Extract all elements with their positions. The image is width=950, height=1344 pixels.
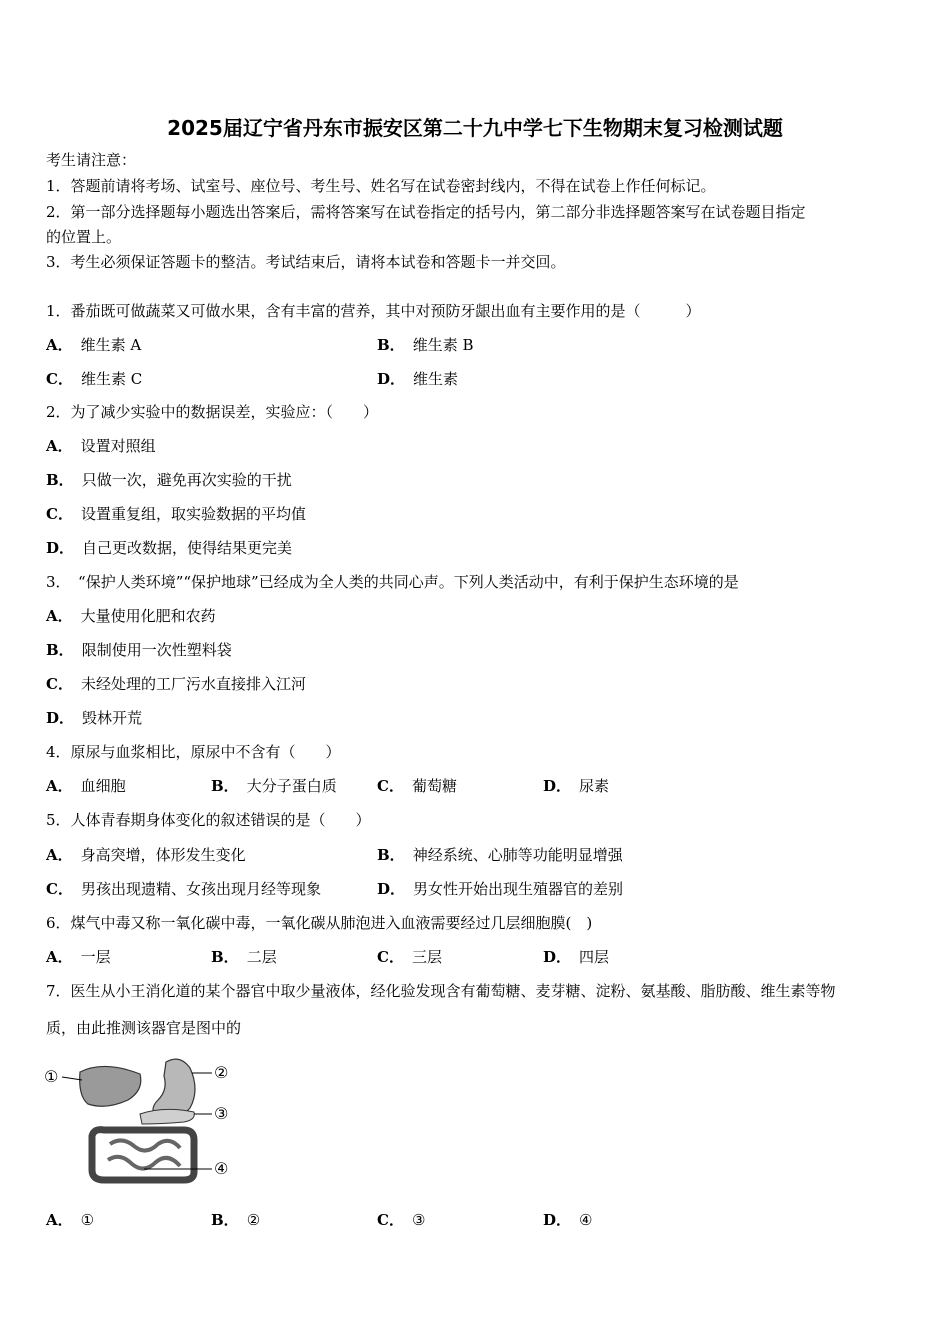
- option-a[interactable]: A． 设置对照组: [46, 437, 156, 455]
- question-stem: 6．煤气中毒又称一氧化碳中毒，一氧化碳从肺泡进入血液需要经过几层细胞膜( ): [46, 914, 593, 932]
- question-stem: 3． “保护人类环境”“保护地球”已经成为全人类的共同心声。下列人类活动中，有利于保护生态环境的是: [46, 573, 739, 591]
- question-stem: 5．人体青春期身体变化的叙述错误的是（ ）: [46, 811, 371, 829]
- option-d[interactable]: D． 男女性开始出现生殖器官的差别: [377, 880, 624, 898]
- page-title: 2025届辽宁省丹东市振安区第二十九中学七下生物期末复习检测试题: [167, 116, 783, 140]
- option-c[interactable]: C． 葡萄糖: [377, 777, 457, 795]
- option-a[interactable]: A． 血细胞: [46, 777, 126, 795]
- option-d[interactable]: D． 维生素: [377, 370, 459, 388]
- option-c[interactable]: C． 未经处理的工厂污水直接排入江河: [46, 675, 306, 693]
- option-b[interactable]: B． 维生素 B: [377, 336, 474, 354]
- notice-item: 3．考生必须保证答题卡的整洁。考试结束后，请将本试卷和答题卡一并交回。: [46, 253, 566, 271]
- question-stem-continued: 质，由此推测该器官是图中的: [46, 1019, 242, 1037]
- option-b[interactable]: B． 大分子蛋白质: [211, 777, 337, 795]
- option-a[interactable]: A． ①: [46, 1211, 95, 1229]
- question-stem: 1．番茄既可做蔬菜又可做水果，含有丰富的营养，其中对预防牙龈出血有主要作用的是（ ）: [46, 302, 701, 320]
- option-b[interactable]: B． 二层: [211, 948, 277, 966]
- option-b[interactable]: B． 限制使用一次性塑料袋: [46, 641, 232, 659]
- option-c[interactable]: C． 设置重复组，取实验数据的平均值: [46, 505, 306, 523]
- notice-item: 1．答题前请将考场、试室号、座位号、考生号、姓名写在试卷密封线内，不得在试卷上作任何标记。: [46, 177, 716, 195]
- notice-item: 的位置上。: [46, 228, 122, 246]
- option-c[interactable]: C． 男孩出现遗精、女孩出现月经等现象: [46, 880, 321, 898]
- option-d[interactable]: D． 毁林开荒: [46, 709, 143, 727]
- option-d[interactable]: D． ④: [543, 1211, 593, 1229]
- notice-item: 2．第一部分选择题每小题选出答案后，需将答案写在试卷指定的括号内，第二部分非选择题答案写在试卷题目指定: [46, 203, 806, 221]
- option-a[interactable]: A． 大量使用化肥和农药: [46, 607, 216, 625]
- question-stem: 4．原尿与血浆相比，原尿中不含有（ ）: [46, 743, 341, 761]
- question-stem: 2．为了减少实验中的数据误差，实验应：（ ）: [46, 403, 379, 421]
- option-c[interactable]: C． 三层: [377, 948, 442, 966]
- option-d[interactable]: D． 自己更改数据，使得结果更完美: [46, 539, 293, 557]
- option-c[interactable]: C． 维生素 C: [46, 370, 143, 388]
- diagram-label-4: ④: [214, 1159, 229, 1178]
- diagram-label-1: ①: [44, 1067, 59, 1086]
- option-a[interactable]: A． 一层: [46, 948, 111, 966]
- option-b[interactable]: B． 神经系统、心肺等功能明显增强: [377, 846, 623, 864]
- option-c[interactable]: C． ③: [377, 1211, 426, 1229]
- option-d[interactable]: D． 尿素: [543, 777, 610, 795]
- option-d[interactable]: D． 四层: [543, 948, 610, 966]
- notice-heading: 考生请注意：: [46, 151, 137, 169]
- option-b[interactable]: B． 只做一次，避免再次实验的干扰: [46, 471, 292, 489]
- digestive-system-diagram: [44, 1048, 240, 1184]
- option-a[interactable]: A． 身高突增，体形发生变化: [46, 846, 246, 864]
- option-a[interactable]: A． 维生素 A: [46, 336, 142, 354]
- question-stem: 7．医生从小王消化道的某个器官中取少量液体，经化验发现含有葡萄糖、麦芽糖、淀粉、氨基酸、脂肪酸、维生素等物: [46, 982, 836, 1000]
- diagram-label-3: ③: [214, 1104, 229, 1123]
- option-b[interactable]: B． ②: [211, 1211, 261, 1229]
- diagram-label-2: ②: [214, 1063, 229, 1082]
